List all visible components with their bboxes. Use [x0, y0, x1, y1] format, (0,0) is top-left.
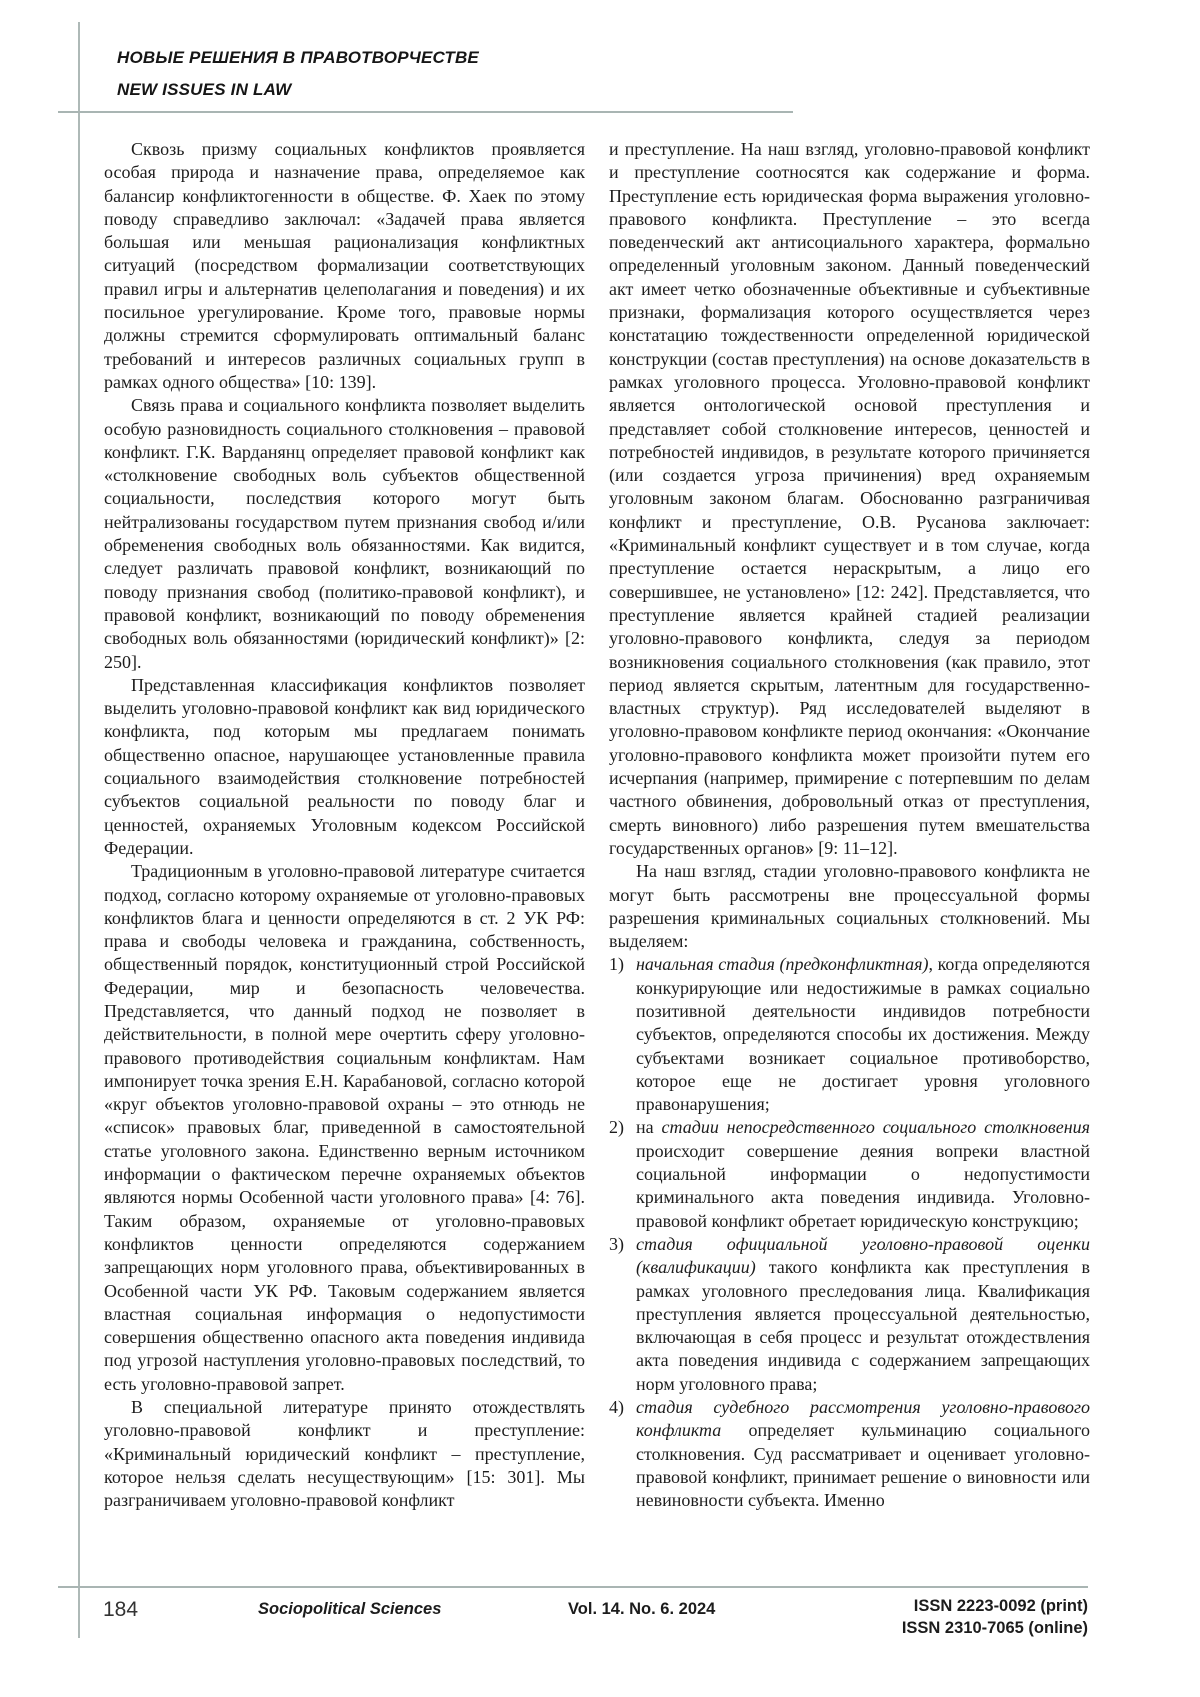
- running-head-ru: НОВЫЕ РЕШЕНИЯ В ПРАВОТВОРЧЕСТВЕ: [117, 48, 479, 67]
- running-head: [117, 42, 479, 106]
- list-number: 1): [609, 954, 624, 975]
- paragraph: Представленная классификация конфликтов позволяет выделить уголовно-правовой конфликт как вид юридического конфликта, под которым мы предлагаем понимать общественно опасное, нарушающее установленные правила социального взаимодействия столкновение потребностей субъектов социальной реальности по поводу благ и ценностей, охраняемых Уголовным кодексом Российской Федерации.: [104, 674, 585, 858]
- footer-page-number: 184: [103, 1598, 139, 1621]
- list-rest: определяет кульминацию социального столкновения. Суд рассматривает и оценивает уголовно-правовой конфликт, принимает решение о виновности или невиновности субъекта. Именно: [636, 1420, 1090, 1511]
- list-lead-plain: на: [636, 1117, 662, 1138]
- article-body: [104, 138, 1090, 1513]
- list-item: [609, 953, 1090, 1116]
- footer-journal-title: Sociopolitical Sciences: [258, 1600, 442, 1618]
- list-lead-italic: начальная стадия (предконфликтная): [636, 954, 929, 975]
- list-rest: происходит совершение деяния вопреки властной социальной информации о недопустимости криминального акта поведения индивида. Уголовно-правовой конфликт обретает юридическую конструкцию;: [636, 1140, 1090, 1231]
- footer-issn-online: ISSN 2310-7065 (online): [901, 1618, 1088, 1637]
- list-number: 4): [609, 1397, 624, 1418]
- paragraph-stages-intro: На наш взгляд, стадии уголовно-правового конфликта не могут быть рассмотрены вне процессуальной формы разрешения криминальных социальных столкновений. Мы выделяем:: [609, 861, 1090, 952]
- column-right: [609, 138, 1090, 1513]
- list-rest: , когда определяются конкурирующие или недостижимые в рамках социально позитивной деятельности индивидов потребности субъектов, определяются способы их достижения. Между субъектами возникает социальное противоборство, которое еще не достигает уровня уголовного правонарушения;: [636, 954, 1090, 1115]
- running-head-en: NEW ISSUES IN LAW: [117, 80, 292, 99]
- list-text: [636, 1116, 1090, 1232]
- footer-volume-info: Vol. 14. No. 6. 2024: [568, 1600, 716, 1618]
- list-lead-italic: стадия официальной уголовно-правовой оценки (квалификации): [636, 1233, 1090, 1278]
- list-text: [636, 953, 1090, 1116]
- footer-divider-rule: [58, 1586, 1088, 1588]
- footer-issn-print: ISSN 2223-0092 (print): [913, 1597, 1088, 1615]
- footer-issn-block: [902, 1596, 1088, 1639]
- left-margin-rule: [78, 22, 80, 1638]
- list-lead-italic: стадия судебного рассмотрения уголовно-правового конфликта: [636, 1397, 1090, 1441]
- paragraph-continuation: и преступление. На наш взгляд, уголовно-правовой конфликт и преступление соотносятся как содержание и форма. Преступление есть юридическая форма выражения уголовно-правового конфликта. Преступление – это всегда поведенческий акт антисоциального характера, формально определенный уголовным законом. Данный поведенческий акт имеет четко обозначенные объективные и субъективные признаки, формализация которого осуществляется через констатацию тождественности определенной юридической конструкции (состав преступления) на основе доказательств в рамках уголовного процесса. Уголовно-правовой конфликт является онтологической основой преступления и представляет собой столкновение интересов, ценностей и потребностей индивидов, в результате которого причиняется (или создается угроза причинения) вред охраняемым уголовным законом благам. Обоснованно разграничивая конфликт и преступление, О.В. Русанова заключает: «Криминальный конфликт существует и в том случае, когда преступление остается нераскрытым, а лицо его совершившее, не установлено» [12: 242]. Представляется, что преступление является крайней стадией реализации уголовно-правового конфликта, следуя за периодом возникновения социального столкновения (как правило, этот период является скрытым, латентным для государственно-властных структур). Ряд исследователей выделяют в уголовно-правовом конфликте период окончания: «Окончание уголовно-правового конфликта может произойти путем его исчерпания (например, примирение с потерпевшим по делам частного обвинения, добровольный отказ от преступления, смерть виновного) либо разрешения путем вмешательства государственных органов» [9: 11–12].: [609, 139, 1090, 858]
- list-text: [636, 1396, 1090, 1512]
- paragraph: Сквозь призму социальных конфликтов проявляется особая природа и назначение права, определяемое как балансир конфликтогенности в обществе. Ф. Хаек по этому поводу справедливо заключал: «Задачей права является большая или меньшая рационализация конфликтных ситуаций (посредством формализации соответствующих правил игры и альтернатив целеполагания и поведения) и их посильное урегулирование. Кроме того, правовые нормы должны стремится сформулировать оптимальный баланс требований и интересов различных социальных групп в рамках одного общества» [10: 139].: [104, 139, 585, 392]
- stages-list: [609, 953, 1090, 1512]
- list-item: [609, 1116, 1090, 1232]
- list-lead-italic: стадии непосредственного социального столкновения: [661, 1117, 1091, 1138]
- list-number: 2): [609, 1117, 624, 1138]
- paragraph: В специальной литературе принято отождествлять уголовно-правовой конфликт и преступление: «Криминальный юридический конфликт – преступление, которое нельзя сделать несуществующим» [15: 301]. Мы разграничиваем уголовно-правовой конфликт: [104, 1397, 585, 1511]
- header-divider-rule: [58, 111, 793, 113]
- list-text: [636, 1233, 1090, 1396]
- paragraph: Традиционным в уголовно-правовой литературе считается подход, согласно которому охраняемые от уголовно-правовых конфликтов блага и ценности определяются в ст. 2 УК РФ: права и свободы человека и гражданина, собственность, общественный порядок, конституционный строй Российской Федерации, мир и безопасность человечества. Представляется, что данный подход не позволяет в действительности, в полной мере очертить сферу уголовно-правового противодействия социальным конфликтам. Нам импонирует точка зрения Е.Н. Карабановой, согласно которой «круг объектов уголовно-правовой охраны – это отнюдь не «список» правовых благ, приведенной в самостоятельной статье уголовного закона. Единственно верным источником информации о фактическом перечне охраняемых объектов являются нормы Особенной части уголовного права» [4: 76]. Таким образом, охраняемые от уголовно-правовых конфликтов ценности определяются содержанием запрещающих норм уголовного права, объективированных в Особенной части УК РФ. Таковым содержанием является властная социальная информация о недопустимости совершения общественно опасного акта поведения индивида под угрозой наступления уголовно-правовых последствий, то есть уголовно-правовой запрет.: [104, 861, 585, 1394]
- list-rest: такого конфликта как преступления в рамках уголовного преследования лица. Квалификация преступления является процессуальной деятельностью, включающая в себя процесс и результат отождествления акта поведения индивида с содержанием запрещающих норм уголовного права;: [636, 1257, 1090, 1394]
- list-item: [609, 1233, 1090, 1396]
- paragraph: Связь права и социального конфликта позволяет выделить особую разновидность социального столкновения – правовой конфликт. Г.К. Варданянц определяет правовой конфликт как «столкновение свободных воль субъектов общественной социальности, последствия которого могут быть нейтрализованы государством путем признания свобод и/или обременения свободных воль обязанностями. Как видится, следует различать правовой конфликт, возникающий по поводу признания свобод (политико-правовой конфликт), и правовой конфликт, возникающий по поводу обременения свободных воль обязанностями (юридический конфликт)» [2: 250].: [104, 395, 585, 672]
- list-item: [609, 1396, 1090, 1512]
- list-number: 3): [609, 1233, 624, 1254]
- column-left: [104, 138, 585, 1513]
